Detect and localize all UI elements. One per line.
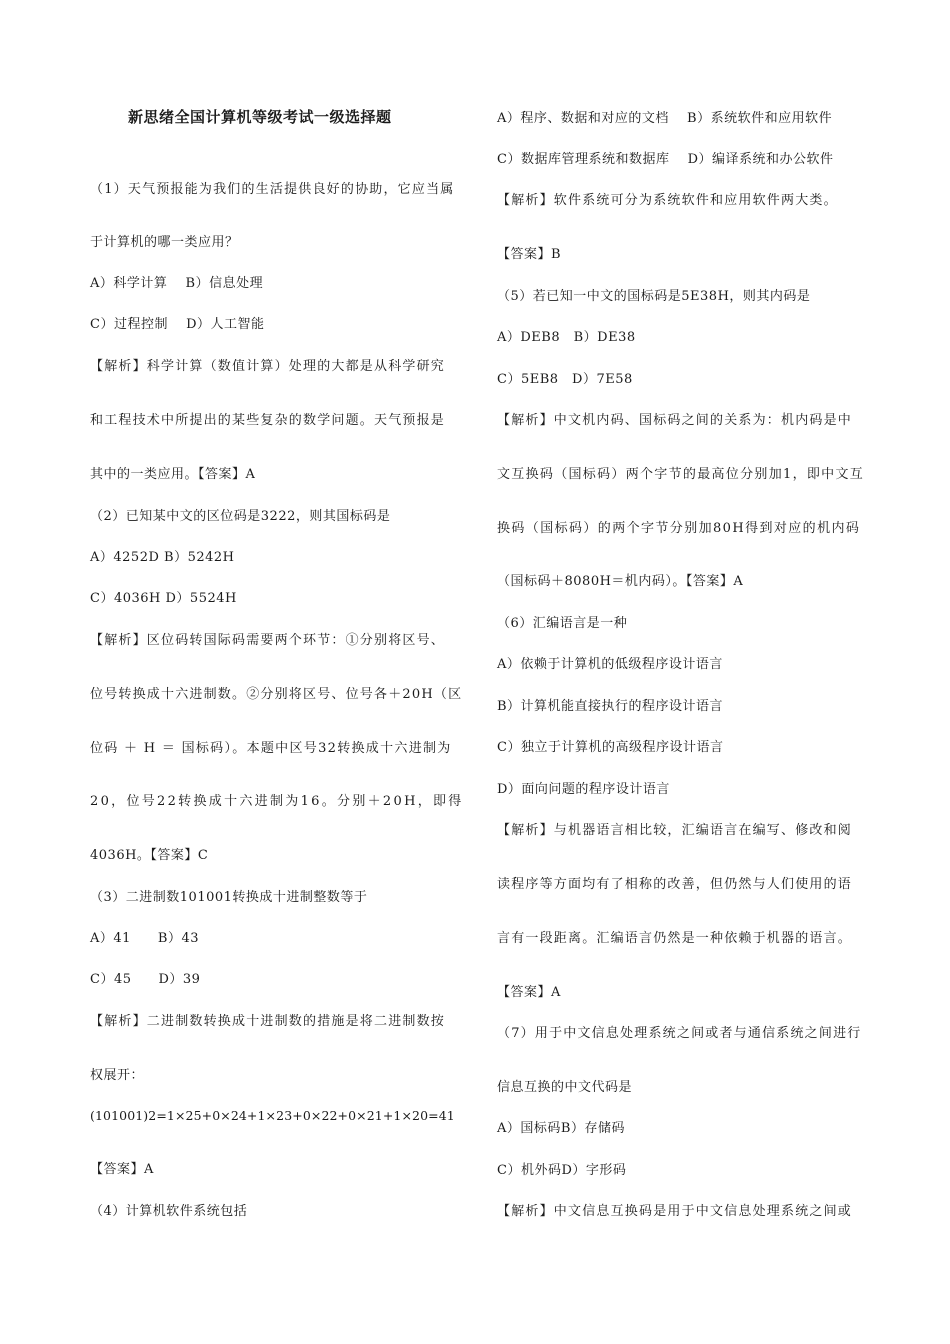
text-line: 【答案】A: [497, 985, 561, 1000]
text-line: （5）若已知一中文的国标码是5E38H，则其内码是: [497, 289, 811, 304]
text-line: C）机外码D）字形码: [497, 1163, 627, 1178]
document-title: 新思绪全国计算机等级考试一级选择题: [128, 108, 392, 126]
text-line: C）数据库管理系统和数据库 D）编译系统和办公软件: [497, 152, 834, 167]
text-line: C）5EB8 D）7E58: [497, 372, 633, 387]
text-line: （2）已知某中文的区位码是3222，则其国标码是: [90, 509, 391, 524]
text-line: 【解析】软件系统可分为系统软件和应用软件两大类。: [497, 193, 838, 208]
text-line: 【答案】B: [497, 247, 562, 262]
text-line: 【解析】中文信息互换码是用于中文信息处理系统之间或: [497, 1204, 853, 1219]
text-line: D）面向问题的程序设计语言: [497, 782, 670, 797]
text-line: 其中的一类应用。【答案】A: [90, 467, 256, 482]
text-line: （6）汇编语言是一种: [497, 616, 628, 631]
text-line: 【解析】科学计算（数值计算）处理的大都是从科学研究: [90, 359, 446, 374]
text-line: 【解析】中文机内码、国标码之间的关系为：机内码是中: [497, 413, 853, 428]
text-line: 文互换码（国标码）两个字节的最高位分别加1，即中文互: [497, 467, 865, 482]
text-line: A）41 B）43: [90, 931, 200, 946]
text-line: 【解析】区位码转国际码需要两个环节：①分别将区号、: [90, 633, 446, 648]
text-line: A）程序、数据和对应的文档 B）系统软件和应用软件: [497, 111, 833, 126]
text-line: A）4252D B）5242H: [90, 550, 235, 565]
text-line: 【答案】A: [90, 1162, 154, 1177]
text-line: 4036H。【答案】C: [90, 848, 209, 863]
text-line: A）依赖于计算机的低级程序设计语言: [497, 657, 723, 672]
text-line: A）科学计算 B）信息处理: [90, 276, 264, 291]
text-line: C）过程控制 D）人工智能: [90, 317, 265, 332]
text-line: C）4036H D）5524H: [90, 591, 237, 606]
text-line: A）国标码B）存储码: [497, 1121, 625, 1136]
text-line: C）45 D）39: [90, 972, 201, 987]
text-line: 信息互换的中文代码是: [497, 1080, 633, 1095]
text-line: 位号转换成十六进制数。②分别将区号、位号各＋20H（区: [90, 687, 463, 702]
text-line: （1）天气预报能为我们的生活提供良好的协助，它应当属: [90, 182, 455, 197]
text-line: 言有一段距离。汇编语言仍然是一种依赖于机器的语言。: [497, 931, 853, 946]
text-line: B）计算机能直接执行的程序设计语言: [497, 699, 724, 714]
text-line: （国标码＋8080H＝机内码）。【答案】A: [497, 574, 744, 589]
text-line: 【解析】与机器语言相比较，汇编语言在编写、修改和阅: [497, 823, 853, 838]
text-line: 于计算机的哪一类应用？: [90, 235, 239, 250]
text-line: 和工程技术中所提出的某些复杂的数学问题。天气预报是: [90, 413, 446, 428]
text-line: 【解析】二进制数转换成十进制数的措施是将二进制数按: [90, 1014, 446, 1029]
text-line: C）独立于计算机的高级程序设计语言: [497, 740, 724, 755]
text-line: 读程序等方面均有了相称的改善，但仍然与人们使用的语: [497, 877, 853, 892]
text-line: 位码 ＋ H ＝ 国标码）。本题中区号32转换成十六进制为: [90, 741, 452, 756]
text-line: A）DEB8 B）DE38: [497, 330, 636, 345]
text-line: (101001)2=1×25+0×24+1×23+0×22+0×21+1×20=41: [90, 1108, 455, 1123]
text-line: 权展开：: [90, 1068, 145, 1083]
text-line: 换码（国标码）的两个字节分别加80H得到对应的机内码: [497, 521, 861, 536]
text-line: （3）二进制数101001转换成十进制整数等于: [90, 890, 368, 905]
text-line: （7）用于中文信息处理系统之间或者与通信系统之间进行: [497, 1026, 862, 1041]
text-line: 20，位号22转换成十六进制为16。分别＋20H，即得: [90, 794, 464, 809]
text-line: （4）计算机软件系统包括: [90, 1204, 248, 1219]
